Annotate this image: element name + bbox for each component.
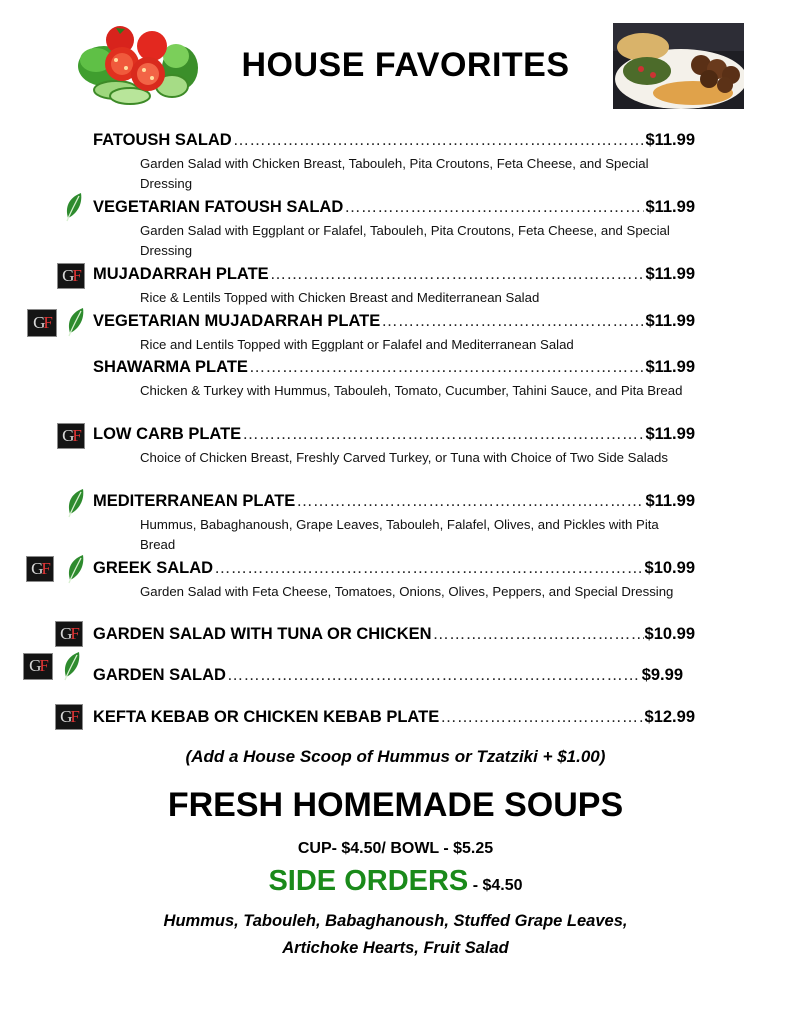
leaf-icon: [66, 554, 86, 584]
menu-item-garden-salad-tuna-chicken: [93, 624, 695, 644]
dot-leader: [242, 424, 644, 444]
dot-leader: [227, 665, 641, 685]
menu-item-low-carb-plate: [93, 424, 695, 468]
item-price: $11.99: [645, 198, 695, 216]
item-description: Choice of Chicken Breast, Freshly Carved Turkey, or Tuna with Choice of Two Side Salads: [140, 450, 668, 465]
menu-item-vegetarian-fatoush-salad: [93, 197, 695, 261]
dot-leader: [270, 264, 645, 284]
item-name: MEDITERRANEAN PLATE: [93, 492, 296, 510]
gluten-free-icon: GF: [55, 704, 83, 730]
item-price: $10.99: [644, 625, 695, 643]
dot-leader: [381, 311, 644, 331]
item-price: $12.99: [644, 708, 695, 726]
gluten-free-icon: GF: [23, 653, 53, 680]
leaf-icon: [62, 651, 82, 681]
item-description: Garden Salad with Feta Cheese, Tomatoes, Onions, Olives, Peppers, and Special Dressing: [140, 584, 674, 599]
item-name: FATOUSH SALAD: [93, 131, 232, 149]
menu-item-vegetarian-mujadarrah-plate: [93, 311, 695, 355]
menu-item-mujadarrah-plate: [93, 264, 695, 308]
item-name: VEGETARIAN MUJADARRAH PLATE: [93, 312, 381, 330]
side-orders-price: - $4.50: [468, 877, 523, 894]
item-price: $11.99: [645, 358, 695, 376]
dot-leader: [344, 197, 644, 217]
menu-item-greek-salad: [93, 558, 695, 602]
menu-item-shawarma-plate: [93, 357, 695, 401]
item-price: $11.99: [645, 425, 695, 443]
item-description: Rice & Lentils Topped with Chicken Breast and Mediterranean Salad: [140, 290, 540, 305]
soups-price: CUP- $4.50/ BOWL - $5.25: [297, 840, 494, 857]
gluten-free-icon: GF: [27, 309, 57, 337]
menu-item-kefta-kebab-plate: [93, 707, 695, 727]
item-price: $11.99: [645, 265, 695, 283]
item-price: $10.99: [644, 559, 695, 577]
dot-leader: [249, 357, 645, 377]
item-name: GREEK SALAD: [93, 559, 214, 577]
menu-item-mediterranean-plate: [93, 491, 695, 555]
soups-heading: FRESH HOMEMADE SOUPS: [167, 786, 624, 824]
item-name: SHAWARMA PLATE: [93, 358, 248, 376]
dot-leader: [214, 558, 643, 578]
gluten-free-icon: GF: [55, 621, 83, 647]
leaf-icon: [66, 488, 86, 518]
item-name: MUJADARRAH PLATE: [93, 265, 269, 283]
side-orders-line: Hummus, Tabouleh, Babaghanoush, Stuffed Grape Leaves,: [163, 912, 628, 930]
dot-leader: [296, 491, 644, 511]
item-price: $11.99: [645, 312, 695, 330]
item-description: Garden Salad with Chicken Breast, Tabouleh, Pita Croutons, Feta Cheese, and Special Dressing: [140, 156, 649, 191]
page-title: HOUSE FAVORITES: [241, 46, 570, 84]
item-description: Hummus, Babaghanoush, Grape Leaves, Tabouleh, Falafel, Olives, and Pickles with Pita Bread: [140, 517, 659, 552]
item-price: $9.99: [641, 666, 683, 684]
addon-note: (Add a House Scoop of Hummus or Tzatziki + $1.00): [185, 747, 606, 766]
gluten-free-icon: GF: [57, 423, 85, 449]
leaf-icon: [66, 307, 86, 337]
item-name: KEFTA KEBAB OR CHICKEN KEBAB PLATE: [93, 708, 440, 726]
item-description: Rice and Lentils Topped with Eggplant or Falafel and Mediterranean Salad: [140, 337, 574, 352]
item-price: $11.99: [645, 492, 695, 510]
side-orders-title: SIDE ORDERS: [268, 865, 469, 897]
item-price: $11.99: [645, 131, 695, 149]
item-name: LOW CARB PLATE: [93, 425, 242, 443]
side-orders-heading: [0, 865, 791, 898]
item-name: GARDEN SALAD: [93, 666, 226, 684]
menu-item-garden-salad: [93, 665, 683, 685]
item-name: VEGETARIAN FATOUSH SALAD: [93, 198, 344, 216]
leaf-icon: [64, 192, 84, 222]
menu-item-fatoush-salad: [93, 130, 695, 194]
dot-leader: [233, 130, 645, 150]
item-name: GARDEN SALAD WITH TUNA OR CHICKEN: [93, 625, 432, 643]
dot-leader: [440, 707, 643, 727]
item-description: Garden Salad with Eggplant or Falafel, Tabouleh, Pita Croutons, Feta Cheese, and Special Dressing: [140, 223, 670, 258]
gluten-free-icon: GF: [57, 263, 85, 289]
item-description: Chicken & Turkey with Hummus, Tabouleh, Tomato, Cucumber, Tahini Sauce, and Pita Bread: [140, 383, 683, 398]
side-orders-list: [0, 908, 791, 962]
gluten-free-icon: GF: [26, 556, 54, 582]
dot-leader: [433, 624, 644, 644]
side-orders-line: Artichoke Hearts, Fruit Salad: [282, 939, 509, 957]
